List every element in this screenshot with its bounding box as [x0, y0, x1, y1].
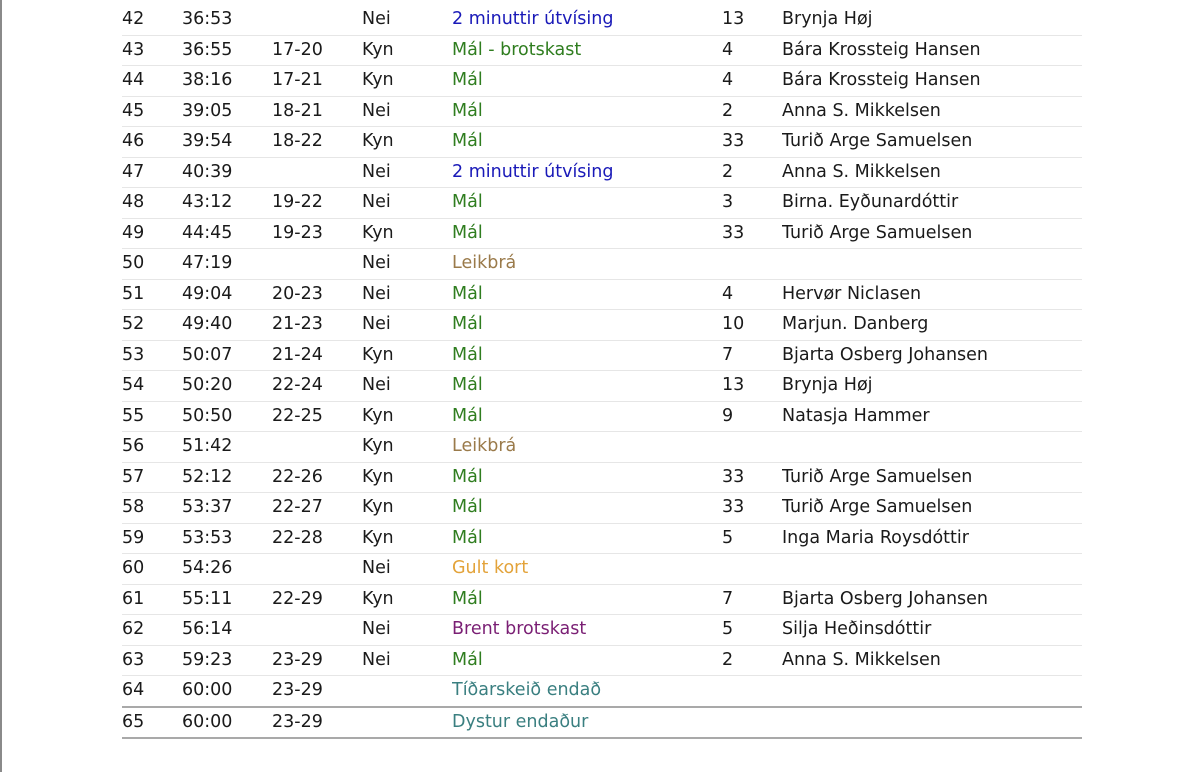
event-number: 43 [122, 35, 182, 66]
event-time: 51:42 [182, 432, 272, 463]
event-row [122, 554, 1082, 585]
event-description: Mál [452, 127, 722, 158]
player-number: 2 [722, 645, 782, 676]
event-number: 52 [122, 310, 182, 341]
event-team: Kyn [362, 35, 452, 66]
event-score [272, 554, 362, 585]
event-row [122, 35, 1082, 66]
event-number: 47 [122, 157, 182, 188]
event-time: 50:20 [182, 371, 272, 402]
event-description: 2 minuttir útvísing [452, 157, 722, 188]
event-time: 43:12 [182, 188, 272, 219]
event-number: 58 [122, 493, 182, 524]
event-team: Kyn [362, 462, 452, 493]
event-time: 60:00 [182, 707, 272, 739]
event-row [122, 279, 1082, 310]
event-row [122, 493, 1082, 524]
event-team [362, 676, 452, 707]
event-number: 61 [122, 584, 182, 615]
event-team: Kyn [362, 66, 452, 97]
player-number: 13 [722, 5, 782, 35]
event-description: Tíðarskeið endað [452, 676, 722, 707]
event-number: 57 [122, 462, 182, 493]
event-row [122, 249, 1082, 280]
event-number: 46 [122, 127, 182, 158]
event-description: 2 minuttir útvísing [452, 5, 722, 35]
event-description: Mál [452, 584, 722, 615]
event-team: Nei [362, 310, 452, 341]
event-score [272, 615, 362, 646]
event-row [122, 218, 1082, 249]
event-description: Leikbrá [452, 432, 722, 463]
player-name [782, 676, 1082, 707]
event-description: Brent brotskast [452, 615, 722, 646]
player-name: Natasja Hammer [782, 401, 1082, 432]
event-description: Mál [452, 340, 722, 371]
event-row [122, 584, 1082, 615]
event-number: 42 [122, 5, 182, 35]
player-number [722, 676, 782, 707]
event-time: 50:07 [182, 340, 272, 371]
event-number: 56 [122, 432, 182, 463]
event-number: 63 [122, 645, 182, 676]
player-number: 33 [722, 462, 782, 493]
player-name: Bára Krossteig Hansen [782, 35, 1082, 66]
player-name: Turið Arge Samuelsen [782, 462, 1082, 493]
player-number [722, 707, 782, 739]
event-row [122, 615, 1082, 646]
event-time: 49:04 [182, 279, 272, 310]
player-name: Bjarta Osberg Johansen [782, 584, 1082, 615]
player-name: Hervør Niclasen [782, 279, 1082, 310]
player-number: 3 [722, 188, 782, 219]
player-number: 33 [722, 493, 782, 524]
event-row [122, 401, 1082, 432]
event-description: Mál [452, 218, 722, 249]
event-time: 59:23 [182, 645, 272, 676]
player-number: 2 [722, 96, 782, 127]
event-row [122, 5, 1082, 35]
event-time: 60:00 [182, 676, 272, 707]
event-team: Kyn [362, 401, 452, 432]
event-team: Kyn [362, 340, 452, 371]
event-score: 19-22 [272, 188, 362, 219]
page-left-border [0, 0, 2, 772]
player-number: 9 [722, 401, 782, 432]
event-score: 22-24 [272, 371, 362, 402]
event-score: 18-22 [272, 127, 362, 158]
event-number: 55 [122, 401, 182, 432]
event-score: 21-23 [272, 310, 362, 341]
event-team: Kyn [362, 584, 452, 615]
player-name [782, 432, 1082, 463]
event-description: Mál [452, 401, 722, 432]
match-events-table [122, 5, 1082, 739]
player-name: Inga Maria Roysdóttir [782, 523, 1082, 554]
event-description: Mál [452, 310, 722, 341]
event-number: 54 [122, 371, 182, 402]
event-time: 55:11 [182, 584, 272, 615]
event-score: 22-26 [272, 462, 362, 493]
player-number [722, 432, 782, 463]
event-time: 36:53 [182, 5, 272, 35]
event-number: 45 [122, 96, 182, 127]
event-time: 39:54 [182, 127, 272, 158]
event-time: 53:53 [182, 523, 272, 554]
event-score [272, 432, 362, 463]
player-name: Brynja Høj [782, 371, 1082, 402]
event-team: Nei [362, 96, 452, 127]
event-row [122, 340, 1082, 371]
event-number: 64 [122, 676, 182, 707]
player-name: Turið Arge Samuelsen [782, 218, 1082, 249]
event-number: 62 [122, 615, 182, 646]
event-number: 53 [122, 340, 182, 371]
event-score: 19-23 [272, 218, 362, 249]
event-description: Dystur endaður [452, 707, 722, 739]
event-time: 44:45 [182, 218, 272, 249]
event-score: 20-23 [272, 279, 362, 310]
player-number: 4 [722, 35, 782, 66]
event-team [362, 707, 452, 739]
event-description: Leikbrá [452, 249, 722, 280]
player-name: Silja Heðinsdóttir [782, 615, 1082, 646]
player-number: 7 [722, 340, 782, 371]
player-name: Marjun. Danberg [782, 310, 1082, 341]
player-number [722, 249, 782, 280]
match-events-body [122, 5, 1082, 738]
event-score: 22-29 [272, 584, 362, 615]
event-score: 22-25 [272, 401, 362, 432]
player-number [722, 554, 782, 585]
event-team: Kyn [362, 493, 452, 524]
event-score: 23-29 [272, 645, 362, 676]
player-name: Anna S. Mikkelsen [782, 645, 1082, 676]
event-time: 38:16 [182, 66, 272, 97]
event-description: Mál [452, 66, 722, 97]
player-name: Bjarta Osberg Johansen [782, 340, 1082, 371]
event-team: Kyn [362, 218, 452, 249]
event-score [272, 5, 362, 35]
player-name: Brynja Høj [782, 5, 1082, 35]
event-time: 36:55 [182, 35, 272, 66]
event-number: 51 [122, 279, 182, 310]
event-description: Gult kort [452, 554, 722, 585]
event-time: 49:40 [182, 310, 272, 341]
event-description: Mál [452, 523, 722, 554]
event-score: 23-29 [272, 676, 362, 707]
event-number: 50 [122, 249, 182, 280]
event-time: 50:50 [182, 401, 272, 432]
event-team: Nei [362, 188, 452, 219]
event-score [272, 157, 362, 188]
player-name: Birna. Eyðunardóttir [782, 188, 1082, 219]
event-team: Nei [362, 554, 452, 585]
event-row [122, 523, 1082, 554]
event-number: 44 [122, 66, 182, 97]
event-team: Kyn [362, 432, 452, 463]
event-team: Nei [362, 249, 452, 280]
event-row [122, 188, 1082, 219]
event-time: 54:26 [182, 554, 272, 585]
event-team: Kyn [362, 127, 452, 158]
event-team: Nei [362, 371, 452, 402]
event-row [122, 371, 1082, 402]
event-row [122, 432, 1082, 463]
event-description: Mál [452, 96, 722, 127]
event-team: Nei [362, 157, 452, 188]
player-number: 4 [722, 66, 782, 97]
event-team: Nei [362, 279, 452, 310]
player-number: 33 [722, 127, 782, 158]
event-score: 23-29 [272, 707, 362, 739]
event-row [122, 310, 1082, 341]
event-number: 59 [122, 523, 182, 554]
event-time: 40:39 [182, 157, 272, 188]
event-row [122, 96, 1082, 127]
player-name [782, 707, 1082, 739]
event-number: 48 [122, 188, 182, 219]
event-time: 52:12 [182, 462, 272, 493]
event-time: 56:14 [182, 615, 272, 646]
player-name [782, 249, 1082, 280]
player-number: 10 [722, 310, 782, 341]
event-row [122, 707, 1082, 739]
event-description: Mál [452, 279, 722, 310]
event-description: Mál [452, 188, 722, 219]
event-score: 22-28 [272, 523, 362, 554]
event-description: Mál [452, 462, 722, 493]
event-team: Nei [362, 5, 452, 35]
player-name: Turið Arge Samuelsen [782, 493, 1082, 524]
player-number: 5 [722, 523, 782, 554]
player-number: 7 [722, 584, 782, 615]
player-name: Anna S. Mikkelsen [782, 157, 1082, 188]
event-row [122, 127, 1082, 158]
event-number: 49 [122, 218, 182, 249]
event-score: 17-21 [272, 66, 362, 97]
event-description: Mál [452, 371, 722, 402]
event-score: 17-20 [272, 35, 362, 66]
event-number: 65 [122, 707, 182, 739]
player-name: Anna S. Mikkelsen [782, 96, 1082, 127]
event-time: 53:37 [182, 493, 272, 524]
event-score: 18-21 [272, 96, 362, 127]
event-number: 60 [122, 554, 182, 585]
event-team: Nei [362, 615, 452, 646]
event-description: Mál [452, 645, 722, 676]
event-score: 22-27 [272, 493, 362, 524]
player-number: 13 [722, 371, 782, 402]
player-name [782, 554, 1082, 585]
event-row [122, 676, 1082, 707]
event-team: Kyn [362, 523, 452, 554]
event-description: Mál [452, 493, 722, 524]
player-number: 33 [722, 218, 782, 249]
event-row [122, 462, 1082, 493]
player-name: Turið Arge Samuelsen [782, 127, 1082, 158]
player-name: Bára Krossteig Hansen [782, 66, 1082, 97]
event-time: 47:19 [182, 249, 272, 280]
event-team: Nei [362, 645, 452, 676]
event-row [122, 66, 1082, 97]
event-row [122, 157, 1082, 188]
event-row [122, 645, 1082, 676]
player-number: 4 [722, 279, 782, 310]
event-score: 21-24 [272, 340, 362, 371]
event-time: 39:05 [182, 96, 272, 127]
event-description: Mál - brotskast [452, 35, 722, 66]
player-number: 5 [722, 615, 782, 646]
event-score [272, 249, 362, 280]
player-number: 2 [722, 157, 782, 188]
